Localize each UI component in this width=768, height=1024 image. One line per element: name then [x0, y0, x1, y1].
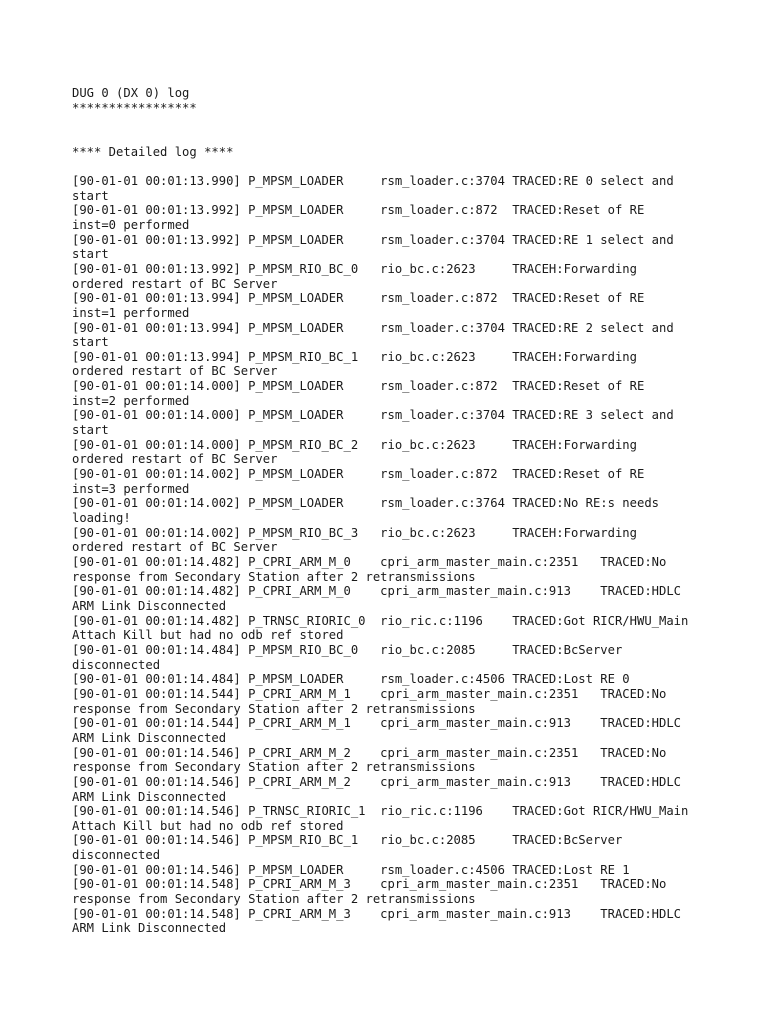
log-line: [90-01-01 00:01:14.548] P_CPRI_ARM_M_3 cpri_arm_master_main.c:2351 TRACED:No — [72, 877, 667, 892]
log-line: ordered restart of BC Server — [72, 540, 278, 555]
log-line: response from Secondary Station after 2 retransmissions — [72, 892, 476, 907]
log-line: ARM Link Disconnected — [72, 598, 227, 613]
log-line: start — [72, 188, 109, 203]
log-line: ARM Link Disconnected — [72, 789, 227, 804]
log-line: [90-01-01 00:01:13.994] P_MPSM_RIO_BC_1 rio_bc.c:2623 TRACEH:Forwarding — [72, 349, 637, 364]
log-line: [90-01-01 00:01:14.546] P_TRNSC_RIORIC_1 rio_ric.c:1196 TRACED:Got RICR/HWU_Main — [72, 804, 689, 819]
log-line: [90-01-01 00:01:14.002] P_MPSM_LOADER rsm_loader.c:3764 TRACED:No RE:s needs — [72, 496, 659, 511]
log-line: response from Secondary Station after 2 retransmissions — [72, 569, 476, 584]
log-line: start — [72, 423, 109, 438]
log-line: ordered restart of BC Server — [72, 452, 278, 467]
log-line: [90-01-01 00:01:14.482] P_CPRI_ARM_M_0 cpri_arm_master_main.c:2351 TRACED:No — [72, 555, 667, 569]
log-line: [90-01-01 00:01:14.000] P_MPSM_LOADER rsm_loader.c:3704 TRACED:RE 3 select and — [72, 408, 674, 423]
log-line: [90-01-01 00:01:13.992] P_MPSM_LOADER rsm_loader.c:872 TRACED:Reset of RE — [72, 203, 645, 218]
log-line: [90-01-01 00:01:14.484] P_MPSM_RIO_BC_0 rio_bc.c:2085 TRACED:BcServer — [72, 642, 623, 657]
log-line: [90-01-01 00:01:13.992] P_MPSM_LOADER rsm_loader.c:3704 TRACED:RE 1 select and — [72, 232, 674, 247]
log-line: **** Detailed log **** — [72, 144, 234, 159]
log-line: [90-01-01 00:01:13.994] P_MPSM_LOADER rsm_loader.c:3704 TRACED:RE 2 select and — [72, 320, 674, 335]
log-line: [90-01-01 00:01:13.994] P_MPSM_LOADER rsm_loader.c:872 TRACED:Reset of RE — [72, 291, 645, 306]
log-line: [90-01-01 00:01:14.546] P_CPRI_ARM_M_2 cpri_arm_master_main.c:913 TRACED:HDLC — [72, 774, 682, 789]
log-line: ordered restart of BC Server — [72, 276, 278, 291]
log-line: response from Secondary Station after 2 retransmissions — [72, 760, 476, 775]
log-line: [90-01-01 00:01:14.002] P_MPSM_RIO_BC_3 rio_bc.c:2623 TRACEH:Forwarding — [72, 525, 637, 540]
log-line: [90-01-01 00:01:13.990] P_MPSM_LOADER rsm_loader.c:3704 TRACED:RE 0 select and — [72, 173, 674, 188]
log-line: [90-01-01 00:01:14.482] P_TRNSC_RIORIC_0 rio_ric.c:1196 TRACED:Got RICR/HWU_Main — [72, 613, 689, 628]
log-line: inst=0 performed — [72, 217, 190, 232]
log-line — [72, 130, 732, 145]
log-line — [72, 159, 732, 174]
log-line: Attach Kill but had no odb ref stored — [72, 628, 344, 643]
log-line: [90-01-01 00:01:14.544] P_CPRI_ARM_M_1 cpri_arm_master_main.c:913 TRACED:HDLC — [72, 716, 682, 731]
log-line: ordered restart of BC Server — [72, 364, 278, 379]
log-line: [90-01-01 00:01:13.992] P_MPSM_RIO_BC_0 rio_bc.c:2623 TRACEH:Forwarding — [72, 261, 637, 276]
log-line: response from Secondary Station after 2 retransmissions — [72, 701, 476, 716]
log-line: [90-01-01 00:01:14.546] P_MPSM_RIO_BC_1 rio_bc.c:2085 TRACED:BcServer — [72, 833, 623, 848]
log-line: inst=2 performed — [72, 393, 190, 408]
log-line: [90-01-01 00:01:14.000] P_MPSM_LOADER rsm_loader.c:872 TRACED:Reset of RE — [72, 379, 645, 394]
log-line: disconnected — [72, 848, 161, 863]
title-underline: ***************** — [72, 100, 197, 115]
log-line: [90-01-01 00:01:14.002] P_MPSM_LOADER rsm_loader.c:872 TRACED:Reset of RE — [72, 467, 645, 482]
log-line: [90-01-01 00:01:14.546] P_MPSM_LOADER rsm_loader.c:4506 TRACED:Lost RE 1 — [72, 862, 630, 877]
log-line: ARM Link Disconnected — [72, 730, 227, 745]
log-line: start — [72, 335, 109, 350]
log-line: loading! — [72, 511, 131, 526]
log-line: start — [72, 247, 109, 262]
log-title: DUG 0 (DX 0) log — [72, 86, 190, 100]
log-line: ARM Link Disconnected — [72, 921, 227, 936]
log-line: disconnected — [72, 657, 161, 672]
log-line: inst=1 performed — [72, 305, 190, 320]
log-line: [90-01-01 00:01:14.546] P_CPRI_ARM_M_2 cpri_arm_master_main.c:2351 TRACED:No — [72, 745, 667, 760]
log-line: inst=3 performed — [72, 481, 190, 496]
log-line: Attach Kill but had no odb ref stored — [72, 818, 344, 833]
log-line — [72, 115, 732, 130]
log-line: [90-01-01 00:01:14.000] P_MPSM_RIO_BC_2 rio_bc.c:2623 TRACEH:Forwarding — [72, 437, 637, 452]
log-line: [90-01-01 00:01:14.484] P_MPSM_LOADER rsm_loader.c:4506 TRACED:Lost RE 0 — [72, 672, 630, 687]
log-text — [72, 86, 732, 936]
log-line: [90-01-01 00:01:14.548] P_CPRI_ARM_M_3 cpri_arm_master_main.c:913 TRACED:HDLC — [72, 906, 682, 921]
log-line: [90-01-01 00:01:14.544] P_CPRI_ARM_M_1 cpri_arm_master_main.c:2351 TRACED:No — [72, 686, 667, 701]
log-line: [90-01-01 00:01:14.482] P_CPRI_ARM_M_0 cpri_arm_master_main.c:913 TRACED:HDLC — [72, 584, 682, 599]
